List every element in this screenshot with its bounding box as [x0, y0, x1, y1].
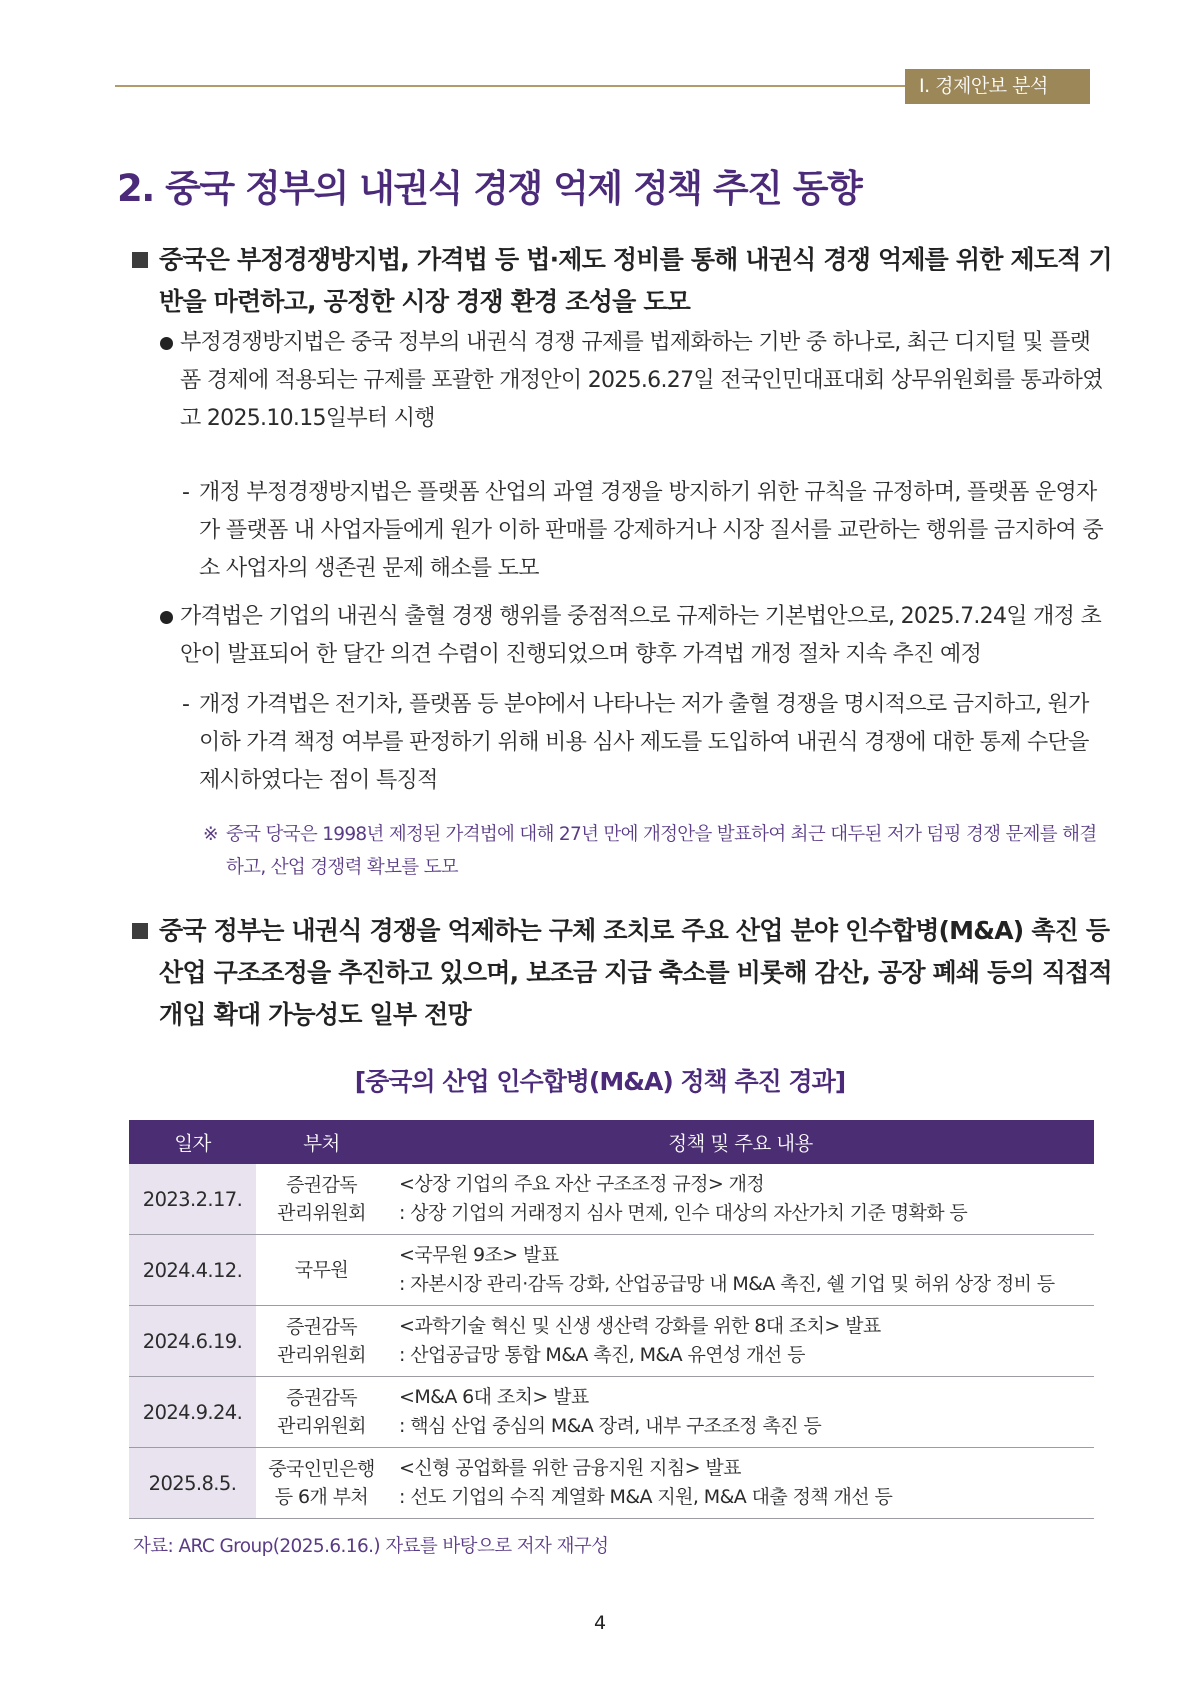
date-cell: 2024.9.24. — [129, 1377, 256, 1448]
ma-policy-table — [129, 1120, 1094, 1519]
detail-bullet-text: 개정 가격법은 전기차, 플랫폼 등 분야에서 나타나는 저가 출혈 경쟁을 명시적으로 금지하고, 원가 이하 가격 책정 여부를 판정하기 위해 비용 심사 제도를 도입하여 내권식 경쟁에 대한 통제 수단을 제시하였다는 점이 특징적 — [199, 692, 1089, 793]
date-cell: 2023.2.17. — [129, 1164, 256, 1235]
content-cell — [387, 1448, 1094, 1519]
main-bullet-text: 중국 정부는 내권식 경쟁을 억제하는 구체 조치로 주요 산업 분야 인수합병(M&A) 촉진 등 산업 구조조정을 추진하고 있으며, 보조금 지급 축소를 비롯해 감산, 공장 폐쇄 등의 직접적 개입 확대 가능성도 일부 전망 — [159, 916, 1112, 1029]
chapter-tab: Ⅰ. 경제안보 분석 — [905, 69, 1090, 104]
table-row — [129, 1448, 1094, 1519]
table-row — [129, 1235, 1094, 1306]
date-cell: 2024.4.12. — [129, 1235, 256, 1306]
content-cell — [387, 1306, 1094, 1377]
policy-name: <M&A 6대 조치> 발표 — [399, 1386, 589, 1408]
detail-bullet-1 — [182, 474, 1106, 588]
dept-cell: 증권감독 관리위원회 — [256, 1164, 387, 1235]
dot-bullet-icon — [160, 337, 173, 350]
sub-bullet-2 — [158, 598, 1106, 674]
detail-bullet-text: 개정 부정경쟁방지법은 플랫폼 산업의 과열 경쟁을 방지하기 위한 규칙을 규정하며, 플랫폼 운영자가 플랫폼 내 사업자들에게 원가 이하 판매를 강제하거나 시장 질서를 교란하는 행위를 금지하여 중소 사업자의 생존권 문제 해소를 도모 — [199, 480, 1103, 581]
sub-bullet-text: 부정경쟁방지법은 중국 정부의 내권식 경쟁 규제를 법제화하는 기반 중 하나로, 최근 디지털 및 플랫폼 경제에 적용되는 규제를 포괄한 개정안이 2025.6.27일 전국인민대표대회 상무위원회를 통과하였고 2025.10.15일부터 시행 — [180, 330, 1103, 431]
policy-desc: : 핵심 산업 중심의 M&A 장려, 내부 구조조정 촉진 등 — [399, 1415, 822, 1437]
table-row — [129, 1164, 1094, 1235]
dept-cell: 국무원 — [256, 1235, 387, 1306]
dept-cell: 증권감독 관리위원회 — [256, 1377, 387, 1448]
table-source: 자료: ARC Group(2025.6.16.) 자료를 바탕으로 저자 재구성 — [133, 1536, 609, 1557]
policy-desc: : 산업공급망 통합 M&A 촉진, M&A 유연성 개선 등 — [399, 1344, 805, 1366]
table-row — [129, 1377, 1094, 1448]
sub-bullet-1 — [158, 324, 1106, 438]
policy-name: <과학기술 혁신 및 신생 생산력 강화를 위한 8대 조치> 발표 — [399, 1315, 881, 1337]
policy-desc: : 상장 기업의 거래정지 심사 면제, 인수 대상의 자산가치 기준 명확화 등 — [399, 1202, 968, 1224]
detail-bullet-2 — [182, 686, 1106, 800]
header-rule — [115, 85, 905, 87]
date-cell: 2024.6.19. — [129, 1306, 256, 1377]
policy-name: <국무원 9조> 발표 — [399, 1244, 559, 1266]
table-row — [129, 1306, 1094, 1377]
note-mark: ※ — [203, 824, 218, 845]
main-bullet-1 — [132, 239, 1117, 323]
date-cell: 2025.8.5. — [129, 1448, 256, 1519]
col-header-dept: 부처 — [256, 1120, 387, 1164]
policy-name: <상장 기업의 주요 자산 구조조정 규정> 개정 — [399, 1173, 765, 1195]
page-number: 4 — [593, 1612, 607, 1634]
policy-desc: : 선도 기업의 수직 계열화 M&A 지원, M&A 대출 정책 개선 등 — [399, 1486, 893, 1508]
content-cell — [387, 1235, 1094, 1306]
dash-mark: - — [182, 692, 190, 717]
dept-cell: 증권감독 관리위원회 — [256, 1306, 387, 1377]
dept-cell: 중국인민은행 등 6개 부처 — [256, 1448, 387, 1519]
main-bullet-2 — [132, 910, 1117, 1036]
content-cell — [387, 1377, 1094, 1448]
table-title: [중국의 산업 인수합병(M&A) 정책 추진 경과] — [354, 1067, 846, 1096]
col-header-content: 정책 및 주요 내용 — [387, 1120, 1094, 1164]
policy-desc: : 자본시장 관리·감독 강화, 산업공급망 내 M&A 촉진, 쉘 기업 및 허위 상장 정비 등 — [399, 1273, 1055, 1295]
main-bullet-text: 중국은 부정경쟁방지법, 가격법 등 법·제도 정비를 통해 내권식 경쟁 억제를 위한 제도적 기반을 마련하고, 공정한 시장 경쟁 환경 조성을 도모 — [159, 245, 1112, 316]
col-header-date: 일자 — [129, 1120, 256, 1164]
note-1 — [203, 818, 1103, 884]
dash-mark: - — [182, 480, 190, 505]
table-header-row — [129, 1120, 1094, 1164]
section-title: 2. 중국 정부의 내권식 경쟁 억제 정책 추진 동향 — [117, 167, 862, 210]
square-bullet-icon — [132, 923, 148, 939]
dot-bullet-icon — [160, 611, 173, 624]
policy-name: <신형 공업화를 위한 금융지원 지침> 발표 — [399, 1457, 741, 1479]
note-text: 중국 당국은 1998년 제정된 가격법에 대해 27년 만에 개정안을 발표하여 최근 대두된 저가 덤핑 경쟁 문제를 해결하고, 산업 경쟁력 확보를 도모 — [226, 824, 1097, 878]
content-cell — [387, 1164, 1094, 1235]
square-bullet-icon — [132, 252, 148, 268]
sub-bullet-text: 가격법은 기업의 내권식 출혈 경쟁 행위를 중점적으로 규제하는 기본법안으로, 2025.7.24일 개정 초안이 발표되어 한 달간 의견 수렴이 진행되었으며 향후 가격법 개정 절차 지속 추진 예정 — [180, 604, 1102, 667]
